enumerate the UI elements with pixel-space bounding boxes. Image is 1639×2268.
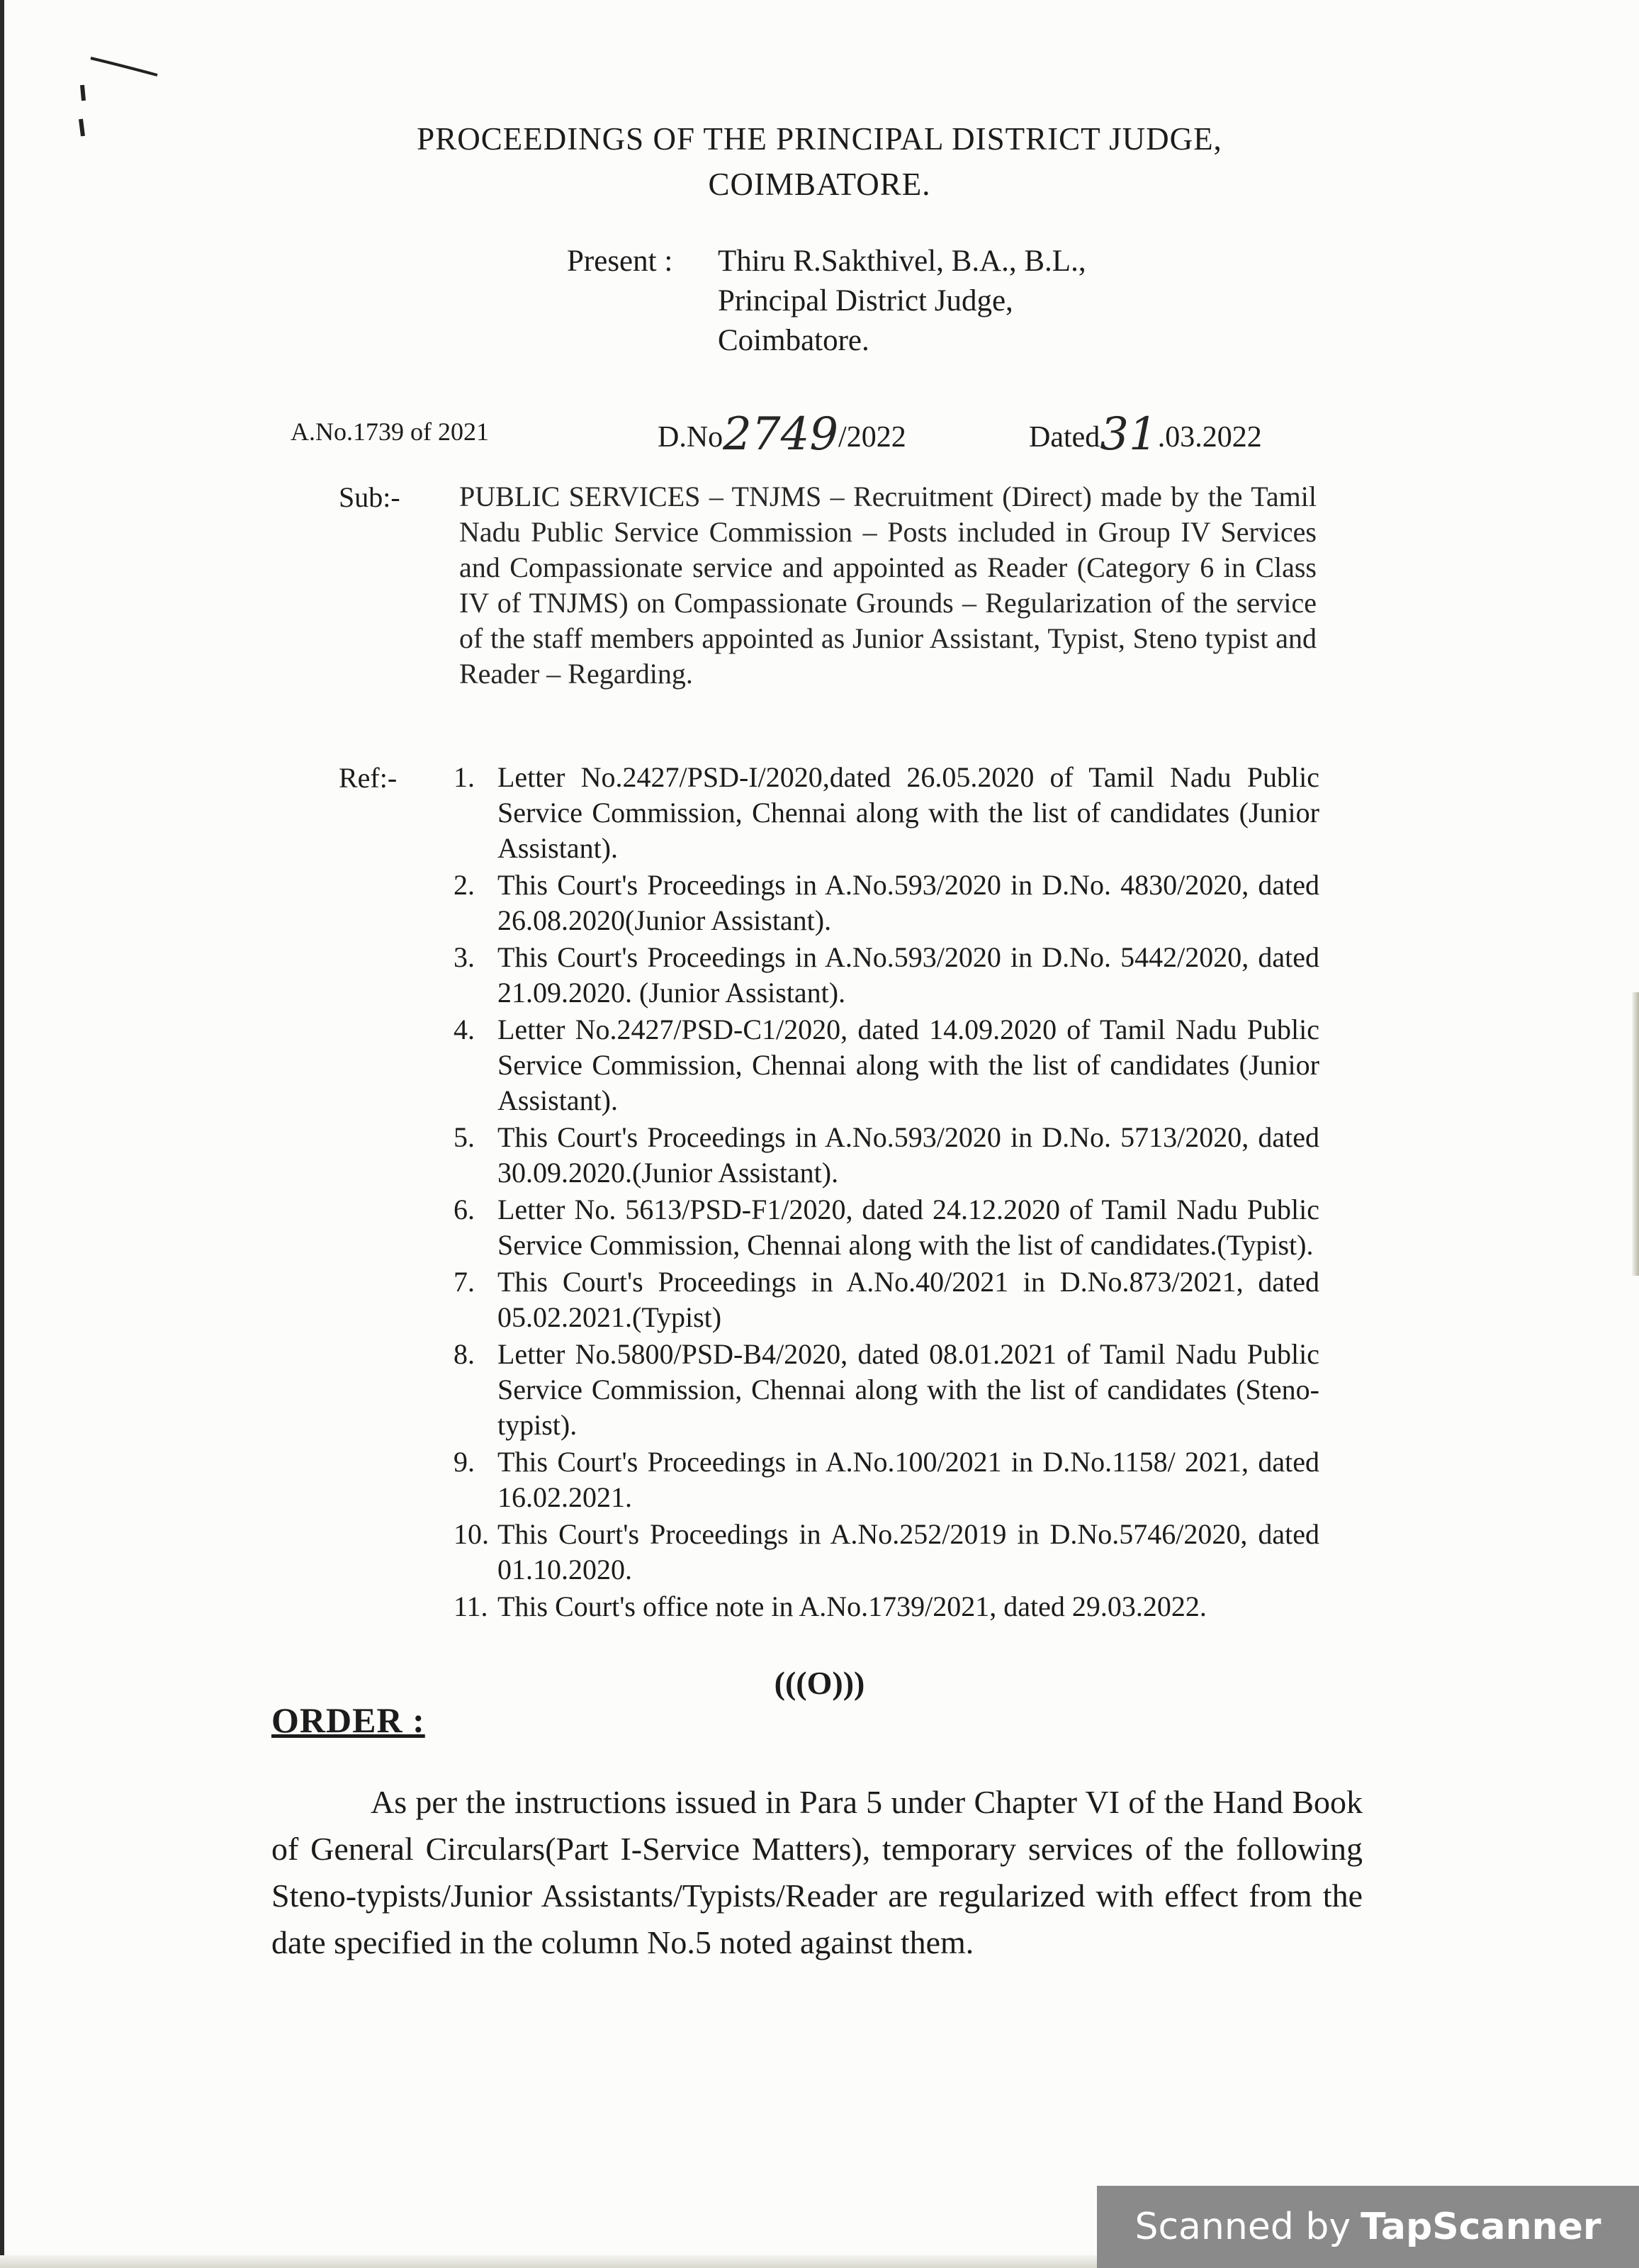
- scanner-watermark: [1097, 2186, 1639, 2268]
- reference-text: This Court's Proceedings in A.No.40/2021 in D.No.873/2021, dated 05.02.2021.(Typist): [497, 1266, 1319, 1333]
- present-label: Present :: [567, 245, 673, 278]
- subject-text: PUBLIC SERVICES – TNJMS – Recruitment (Direct) made by the Tamil Nadu Public Service Commission – Posts included in Group IV Services and Compassionate service and appointed as Reader (Category 6 in Class IV of TNJMS) on Compassionate Grounds – Regularization of the service of the staff members appointed as Junior Assistant, Typist, Steno typist and Reader – Regarding.: [459, 481, 1317, 690]
- reference-text: This Court's Proceedings in A.No.593/2020 in D.No. 5442/2020, dated 21.09.2020. (Junior Assistant).: [497, 941, 1319, 1009]
- watermark-brand: TapScanner: [1361, 2206, 1601, 2248]
- order-date-suffix: .03.2022: [1157, 421, 1262, 454]
- title-line-1: PROCEEDINGS OF THE PRINCIPAL DISTRICT JUDGE,: [417, 121, 1222, 157]
- reference-number: 7.: [454, 1266, 475, 1298]
- reference-item: [454, 940, 1319, 1011]
- order-date-handwritten-day: 31: [1100, 408, 1158, 461]
- disposal-number: [658, 405, 906, 461]
- reference-list: [454, 760, 1319, 1626]
- section-separator: (((O))): [774, 1665, 865, 1701]
- reference-text: This Court's Proceedings in A.No.593/2020 in D.No. 4830/2020, dated 26.08.2020(Junior Assistant).: [497, 869, 1319, 936]
- order-heading: ORDER :: [271, 1700, 425, 1740]
- reference-text: This Court's Proceedings in A.No.593/2020 in D.No. 5713/2020, dated 30.09.2020.(Junior Assistant).: [497, 1121, 1319, 1189]
- order-paragraph: As per the instructions issued in Para 5 under Chapter VI of the Hand Book of General Circulars(Part I-Service Matters), temporary services of the following Steno-typists/Junior Assistants/Typists/Reader are regularized with effect from the date specified in the column No.5 noted against them.: [271, 1784, 1363, 1960]
- reference-text: This Court's office note in A.No.1739/2021, dated 29.03.2022.: [497, 1590, 1207, 1622]
- reference-number: 3.: [454, 941, 475, 973]
- reference-number: 2.: [454, 869, 475, 901]
- order-date: [1029, 405, 1262, 461]
- present-line-designation: Principal District Judge,: [718, 284, 1013, 318]
- reference-item: [454, 1012, 1319, 1118]
- reference-number: 1.: [454, 761, 475, 793]
- scan-edge-right: [1632, 992, 1639, 1276]
- reference-item: [454, 868, 1319, 938]
- present-line-place: Coimbatore.: [718, 324, 869, 357]
- reference-text: Letter No.2427/PSD-C1/2020, dated 14.09.2020 of Tamil Nadu Public Service Commission, Chennai along with the list of candidates (Junior Assistant).: [497, 1014, 1319, 1116]
- reference-item: [454, 1517, 1319, 1588]
- disposal-number-suffix: /2022: [838, 421, 906, 454]
- reference-item: [454, 1589, 1319, 1624]
- reference-number: 8.: [454, 1338, 475, 1370]
- reference-item: [454, 1192, 1319, 1263]
- reference-label: Ref:-: [339, 762, 398, 794]
- reference-text: Letter No. 5613/PSD-F1/2020, dated 24.12.2020 of Tamil Nadu Public Service Commission, Chennai along with the list of candidates.(Typist).: [497, 1194, 1319, 1261]
- reference-number: 11.: [454, 1590, 488, 1622]
- reference-number: 9.: [454, 1446, 475, 1478]
- reference-text: Letter No.5800/PSD-B4/2020, dated 08.01.2021 of Tamil Nadu Public Service Commission, Chennai along with the list of candidates (Steno-typist).: [497, 1338, 1319, 1441]
- present-line-name: Thiru R.Sakthivel, B.A., B.L.,: [718, 245, 1086, 278]
- reference-number: 4.: [454, 1014, 475, 1045]
- subject-label: Sub:-: [339, 481, 400, 513]
- title-line-2: COIMBATORE.: [708, 167, 931, 202]
- reference-text: This Court's Proceedings in A.No.252/2019 in D.No.5746/2020, dated 01.10.2020.: [497, 1518, 1319, 1585]
- reference-number: 5.: [454, 1121, 475, 1153]
- reference-text: Letter No.2427/PSD-I/2020,dated 26.05.2020 of Tamil Nadu Public Service Commission, Chennai along with the list of candidates (Junior Assistant).: [497, 761, 1319, 864]
- reference-item: [454, 1444, 1319, 1515]
- reference-item: [454, 760, 1319, 866]
- reference-number: 10.: [454, 1518, 489, 1550]
- scan-edge-left: [0, 0, 4, 2268]
- order-date-prefix: Dated: [1029, 421, 1100, 454]
- application-number: A.No.1739 of 2021: [291, 417, 489, 446]
- reference-number: 6.: [454, 1194, 475, 1225]
- disposal-number-handwritten: 2749: [723, 408, 839, 461]
- watermark-prefix: Scanned by: [1134, 2206, 1351, 2248]
- reference-text: This Court's Proceedings in A.No.100/2021 in D.No.1158/ 2021, dated 16.02.2021.: [497, 1446, 1319, 1513]
- reference-item: [454, 1264, 1319, 1335]
- disposal-number-prefix: D.No: [658, 421, 723, 454]
- reference-item: [454, 1120, 1319, 1191]
- reference-item: [454, 1337, 1319, 1443]
